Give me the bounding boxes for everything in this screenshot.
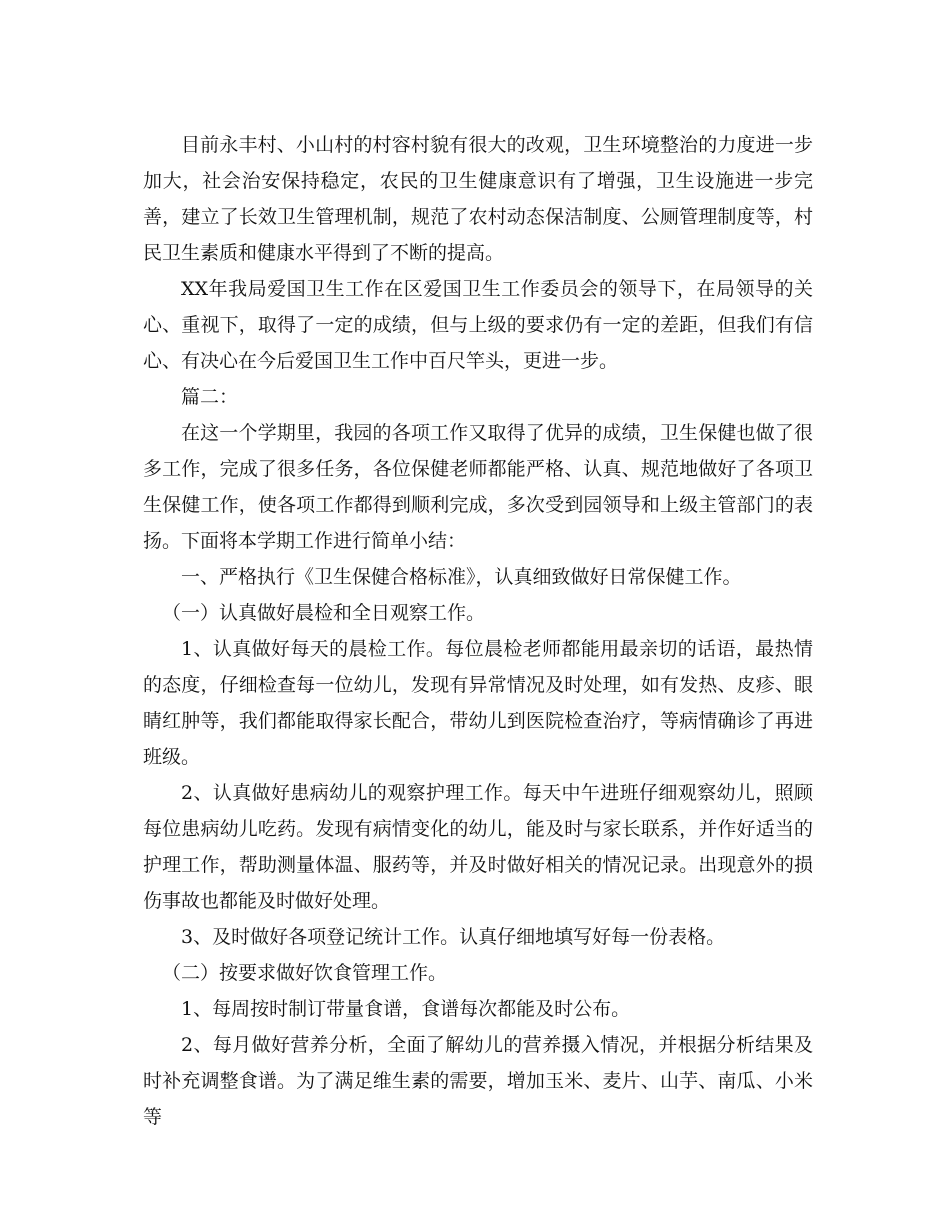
paragraph: 3、及时做好各项登记统计工作。认真仔细地填写好每一份表格。 [181, 926, 726, 948]
document-body [143, 127, 813, 1135]
section-heading: 篇二： [181, 386, 239, 408]
paragraph: 目前永丰村、小山村的村容村貌有很大的改观，卫生环境整治的力度进一步加大，社会治安保持稳定，农民的卫生健康意识有了增强，卫生设施进一步完善，建立了长效卫生管理机制，规范了农村动态保洁制度、公厕管理制度等，村民卫生素质和健康水平得到了不断的提高。 [143, 134, 813, 264]
paragraph: 1、每周按时制订带量食谱，食谱每次都能及时公布。 [181, 998, 631, 1020]
paragraph: 在这一个学期里，我园的各项工作又取得了优异的成绩，卫生保健也做了很多工作，完成了很多任务，各位保健老师都能严格、认真、规范地做好了各项卫生保健工作，使各项工作都得到顺利完成，多次受到园领导和上级主管部门的表扬。下面将本学期工作进行简单小结： [143, 422, 813, 552]
paragraph: 2、每月做好营养分析，全面了解幼儿的营养摄入情况，并根据分析结果及时补充调整食谱。为了满足维生素的需要，增加玉米、麦片、山芋、南瓜、小米等 [143, 1034, 813, 1128]
subsection-heading: （一）认真做好晨检和全日观察工作。 [162, 602, 486, 624]
paragraph: 1、认真做好每天的晨检工作。每位晨检老师都能用最亲切的话语，最热情的态度，仔细检查每一位幼儿，发现有异常情况及时处理，如有发热、皮疹、眼睛红肿等，我们都能取得家长配合，带幼儿到医院检查治疗，等病情确诊了再进班级。 [143, 638, 813, 768]
paragraph: 2、认真做好患病幼儿的观察护理工作。每天中午进班仔细观察幼儿，照顾每位患病幼儿吃药。发现有病情变化的幼儿，能及时与家长联系，并作好适当的护理工作，帮助测量体温、服药等，并及时做好相关的情况记录。出现意外的损伤事故也都能及时做好处理。 [143, 782, 813, 912]
section-heading: 一、严格执行《卫生保健合格标准》，认真细致做好日常保健工作。 [181, 566, 742, 588]
subsection-heading: （二）按要求做好饮食管理工作。 [162, 962, 448, 984]
paragraph: XX年我局爱国卫生工作在区爱国卫生工作委员会的领导下，在局领导的关心、重视下，取得了一定的成绩，但与上级的要求仍有一定的差距，但我们有信心、有决心在今后爱国卫生工作中百尺竿头，更进一步。 [143, 278, 813, 372]
